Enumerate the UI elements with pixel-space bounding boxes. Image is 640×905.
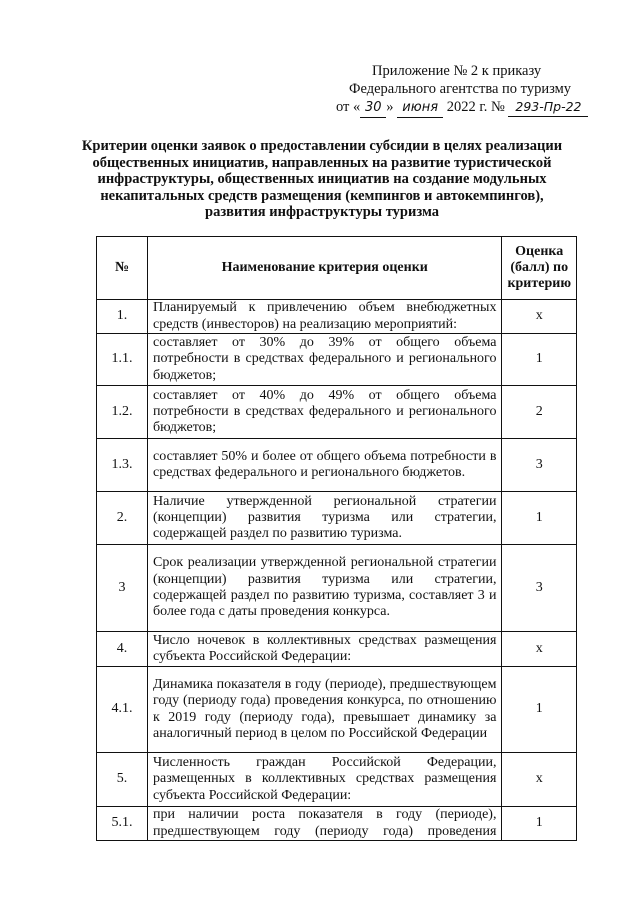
agency-line: Федерального агентства по туризму — [349, 81, 572, 97]
table-row — [97, 386, 577, 439]
row-criterion: при наличии роста показателя в году (периоде), предшествующем году (периоду года) проведения — [148, 807, 502, 841]
document-title: Критерии оценки заявок о предоставлении субсидии в целях реализации общественных инициатив, направленных на развитие туристической инфраструктуры, общественных инициатив на создание модульных некапитальных средств размещения (кемпингов и автокемпингов), развития инфраструктуры туризма — [81, 138, 563, 221]
table-row — [97, 667, 577, 753]
date-prefix: от « — [336, 99, 361, 115]
row-num: 2. — [97, 492, 148, 545]
table-header-row — [97, 237, 577, 300]
header-criterion-name: Наименование критерия оценки — [148, 237, 502, 300]
row-score: х — [502, 632, 577, 667]
table-row — [97, 545, 577, 632]
row-score: 1 — [502, 807, 577, 841]
row-score: 3 — [502, 439, 577, 492]
row-criterion: составляет от 30% до 39% от общего объема потребности в средствах федерального и регионального бюджетов; — [148, 334, 502, 386]
table-row — [97, 632, 577, 667]
header-num: № — [97, 237, 148, 300]
row-criterion: Срок реализации утвержденной региональной стратегии (концепции) развития туризма или стратегии, содержащей раздел по развитию туризма, составляет 3 и более года с даты проведения конкурса. — [148, 545, 502, 632]
handwritten-month: июня — [397, 99, 443, 118]
table-row — [97, 492, 577, 545]
row-score: х — [502, 300, 577, 334]
row-criterion: составляет 50% и более от общего объема потребности в средствах федерального и регионального бюджетов. — [148, 439, 502, 492]
row-criterion: Число ночевок в коллективных средствах размещения субъекта Российской Федерации: — [148, 632, 502, 667]
row-num: 1.2. — [97, 386, 148, 439]
row-num: 1.1. — [97, 334, 148, 386]
row-num: 4. — [97, 632, 148, 667]
row-score: 1 — [502, 334, 577, 386]
header-score: Оценка (балл) по критерию — [502, 237, 577, 300]
row-num: 4.1. — [97, 667, 148, 753]
row-score: 1 — [502, 667, 577, 753]
appendix-line: Приложение № 2 к приказу — [372, 63, 542, 79]
year-text: 2022 г. № — [446, 99, 505, 115]
order-appendix-header — [336, 62, 606, 118]
row-criterion: Численность граждан Российской Федерации, размещенных в коллективных средствах размещения субъекта Российской Федерации: — [148, 753, 502, 807]
row-criterion: Динамика показателя в году (периоде), предшествующем году (периоду года) проведения конкурса, по отношению к 2019 году (периоду года), превышает динамику за аналогичный период в целом по Российской Федерации — [148, 667, 502, 753]
table-row — [97, 753, 577, 807]
row-criterion: Наличие утвержденной региональной стратегии (концепции) развития туризма или стратегии, содержащей раздел по развитию туризма. — [148, 492, 502, 545]
row-num: 1.3. — [97, 439, 148, 492]
table-row — [97, 807, 577, 841]
handwritten-day: 30 — [360, 99, 386, 118]
row-num: 5. — [97, 753, 148, 807]
row-num: 5.1. — [97, 807, 148, 841]
row-score: х — [502, 753, 577, 807]
row-score: 2 — [502, 386, 577, 439]
criteria-table — [96, 236, 577, 841]
table-row — [97, 439, 577, 492]
table-row — [97, 334, 577, 386]
row-criterion: Планируемый к привлечению объем внебюджетных средств (инвесторов) на реализацию мероприятий: — [148, 300, 502, 334]
row-criterion: составляет от 40% до 49% от общего объема потребности в средствах федерального и регионального бюджетов; — [148, 386, 502, 439]
handwritten-order-number: 293-Пр-22 — [508, 98, 588, 117]
table-row — [97, 300, 577, 334]
date-mid: » — [386, 99, 394, 115]
row-num: 3 — [97, 545, 148, 632]
row-score: 3 — [502, 545, 577, 632]
date-number-line — [336, 98, 606, 118]
row-score: 1 — [502, 492, 577, 545]
row-num: 1. — [97, 300, 148, 334]
